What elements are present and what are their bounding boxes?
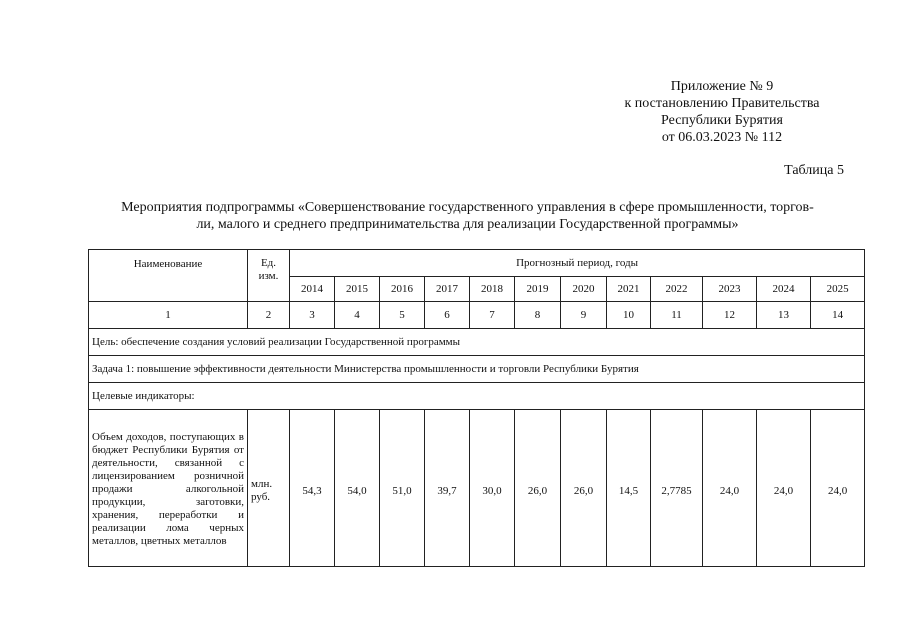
header-year: 2021 [607, 277, 651, 302]
indicator-value: 2,7785 [651, 410, 703, 567]
task-cell: Задача 1: повышение эффективности деятельности Министерства промышленности и торговли Республики Бурятия [89, 356, 865, 383]
indicator-value: 54,3 [290, 410, 335, 567]
indicator-value: 24,0 [757, 410, 811, 567]
indicator-value: 26,0 [515, 410, 561, 567]
goal-cell: Цель: обеспечение создания условий реализации Государственной программы [89, 329, 865, 356]
header-year: 2025 [811, 277, 865, 302]
column-number: 4 [335, 302, 380, 329]
header-year: 2020 [561, 277, 607, 302]
column-number: 5 [380, 302, 425, 329]
column-number: 6 [425, 302, 470, 329]
indicator-unit: млн. руб. [248, 410, 290, 567]
header-year: 2024 [757, 277, 811, 302]
header-unit-cell [248, 250, 290, 302]
header-period-cell: Прогнозный период, годы [290, 250, 865, 277]
indicator-name: Объем доходов, поступающих в бюджет Республики Бурятия от деятельности, связанной с лицензированием розничной продажи алкогольной продукции, заготовки, хранения, переработки и реализации лома черных металлов, цветных металлов [89, 410, 248, 567]
appendix-line: Приложение № 9 [670, 79, 774, 94]
header-unit-line: изм. [258, 270, 279, 282]
indicator-value: 24,0 [703, 410, 757, 567]
appendix-line: Республики Бурятия [661, 113, 783, 128]
table-row [89, 410, 865, 567]
column-number: 9 [561, 302, 607, 329]
measures-table [88, 249, 865, 567]
header-year: 2017 [425, 277, 470, 302]
goal-row [89, 329, 865, 356]
column-number: 3 [290, 302, 335, 329]
table-number: Таблица 5 [784, 163, 844, 178]
column-number: 13 [757, 302, 811, 329]
column-number-row [89, 302, 865, 329]
indicators-label: Целевые индикаторы: [89, 383, 865, 410]
header-year: 2018 [470, 277, 515, 302]
header-year: 2014 [290, 277, 335, 302]
column-number: 10 [607, 302, 651, 329]
header-year: 2016 [380, 277, 425, 302]
column-number: 1 [89, 302, 248, 329]
indicator-value: 26,0 [561, 410, 607, 567]
appendix-header [590, 78, 854, 146]
header-year: 2022 [651, 277, 703, 302]
task-row [89, 356, 865, 383]
indicator-value: 51,0 [380, 410, 425, 567]
document-title-line: ли, малого и среднего предпринимательства для реализации Государственной программы» [196, 217, 739, 232]
header-unit-line: Ед. [260, 257, 277, 269]
indicators-row [89, 383, 865, 410]
indicator-value: 14,5 [607, 410, 651, 567]
document-title [80, 199, 855, 233]
appendix-line: к постановлению Правительства [624, 96, 820, 111]
column-number: 11 [651, 302, 703, 329]
column-number: 14 [811, 302, 865, 329]
header-year: 2023 [703, 277, 757, 302]
document-title-line: Мероприятия подпрограммы «Совершенствование государственного управления в сфере промышленности, торгов- [121, 200, 814, 215]
column-number: 7 [470, 302, 515, 329]
header-year: 2019 [515, 277, 561, 302]
indicator-value: 24,0 [811, 410, 865, 567]
appendix-line: от 06.03.2023 № 112 [661, 130, 783, 145]
indicator-value: 54,0 [335, 410, 380, 567]
column-number: 8 [515, 302, 561, 329]
column-number: 12 [703, 302, 757, 329]
header-name-cell: Наименование [89, 250, 248, 302]
header-year: 2015 [335, 277, 380, 302]
indicator-value: 39,7 [425, 410, 470, 567]
column-number: 2 [248, 302, 290, 329]
indicator-value: 30,0 [470, 410, 515, 567]
